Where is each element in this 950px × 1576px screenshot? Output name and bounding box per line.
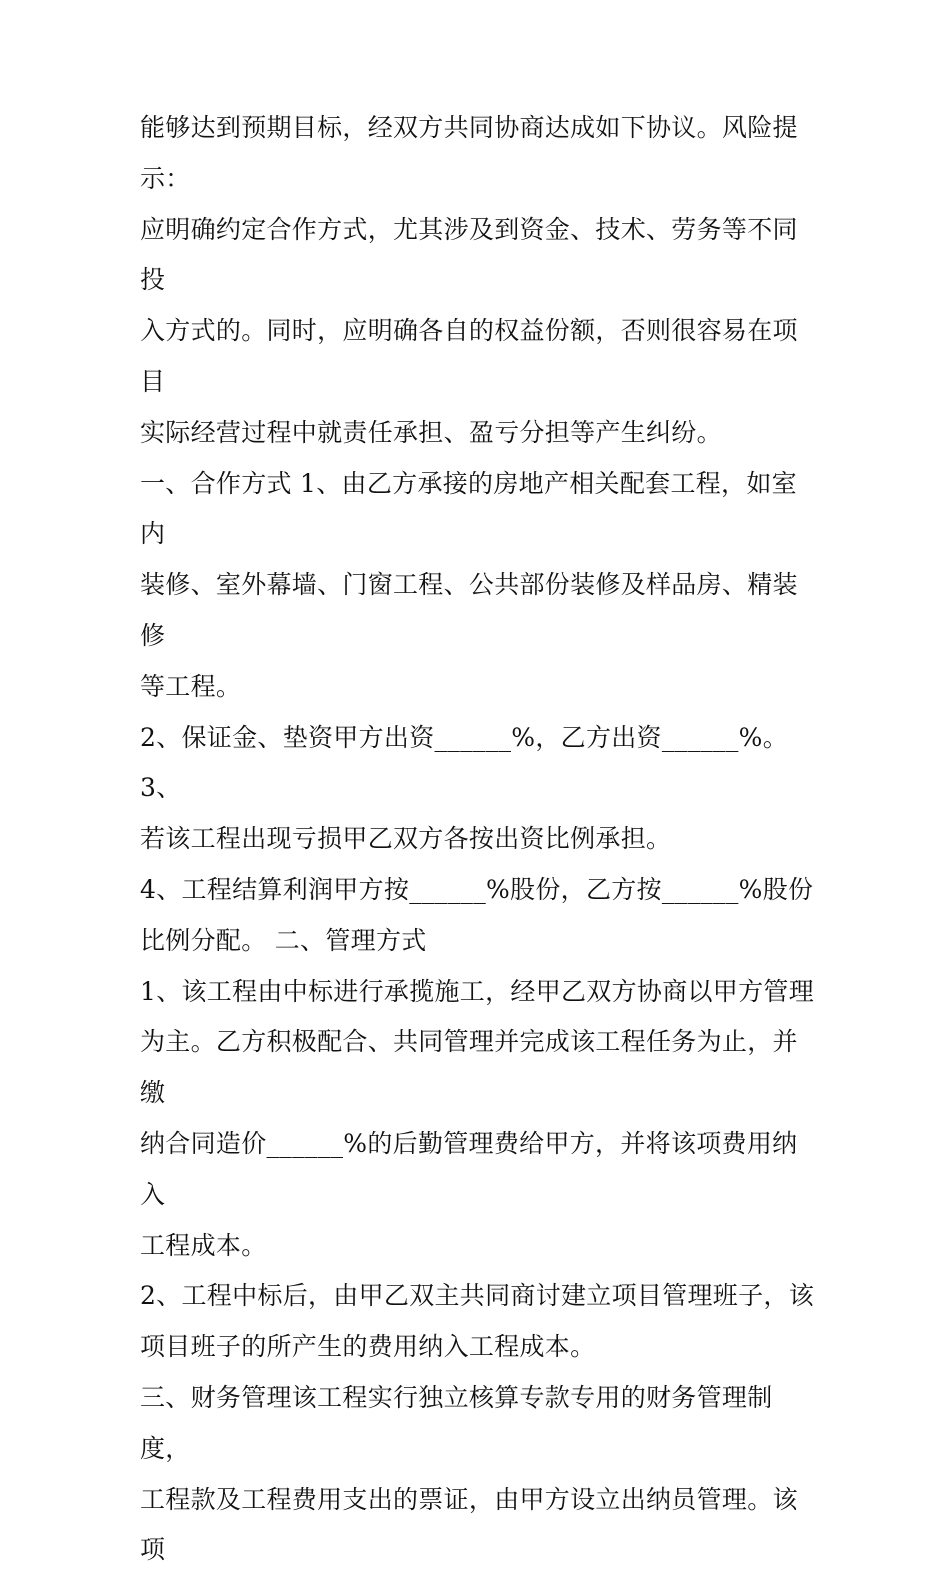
text-line: 纳合同造价______%的后勤管理费给甲方，并将该项费用纳入: [140, 1128, 798, 1209]
text-line: 装修、室外幕墙、门窗工程、公共部份装修及样品房、精装修: [140, 570, 798, 650]
text-line: 比例分配。 二、管理方式: [140, 925, 427, 955]
text-line: 示：: [140, 163, 191, 193]
text-line: 2、保证金、垫资甲方出资______%，乙方出资______%。 3、: [140, 722, 797, 803]
text-line: 能够达到预期目标，经双方共同协商达成如下协议。风险提: [140, 113, 798, 142]
text-line: 等工程。: [140, 671, 242, 701]
text-line: 入方式的。同时，应明确各自的权益份额，否则很容易在项目: [140, 316, 798, 396]
text-line: 项目班子的所产生的费用纳入工程成本。: [140, 1332, 596, 1362]
text-line: 1、该工程由中标进行承揽施工，经甲乙双方协商以甲方管理: [140, 976, 815, 1006]
text-line: 2、工程中标后，由甲乙双主共同商讨建立项目管理班子，该: [140, 1281, 815, 1311]
text-line: 三、财务管理该工程实行独立核算专款专用的财务管理制度，: [140, 1382, 773, 1463]
document-body: [140, 103, 820, 1576]
text-line: 应明确约定合作方式，尤其涉及到资金、技术、劳务等不同投: [140, 214, 798, 295]
text-line: 工程成本。: [140, 1230, 267, 1260]
text-line: 一、合作方式 1、由乙方承接的房地产相关配套工程，如室内: [140, 468, 797, 549]
text-line: 4、工程结算利润甲方按______%股份，乙方按______%股份: [140, 874, 814, 904]
text-line: 实际经营过程中就责任承担、盈亏分担等产生纠纷。: [140, 417, 722, 447]
text-line: 若该工程出现亏损甲乙双方各按出资比例承担。: [140, 824, 672, 854]
text-line: 工程款及工程费用支出的票证，由甲方设立出纳员管理。该项: [140, 1484, 798, 1565]
text-line: 为主。乙方积极配合、共同管理并完成该工程任务为止，并缴: [140, 1027, 798, 1108]
